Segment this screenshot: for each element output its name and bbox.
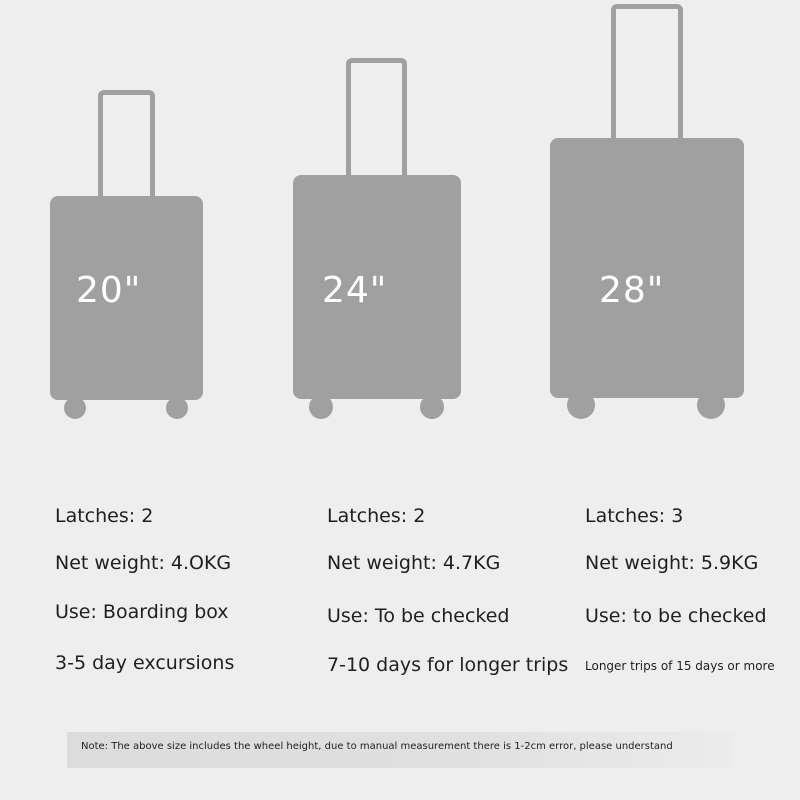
suitcase-wheel — [697, 391, 725, 419]
use-20: Use: Boarding box — [55, 601, 229, 623]
measurement-note-bar — [67, 732, 734, 768]
latches-28: Latches: 3 — [585, 505, 684, 527]
use-24: Use: To be checked — [327, 605, 510, 627]
size-label-24: 24" — [322, 270, 388, 311]
suitcase-handle — [346, 58, 407, 178]
suitcase-wheel — [309, 395, 333, 419]
size-label-28: 28" — [599, 270, 665, 311]
latches-20: Latches: 2 — [55, 505, 154, 527]
net-weight-24: Net weight: 4.7KG — [327, 552, 501, 574]
suitcase-body — [550, 138, 744, 398]
suitcase-wheel — [420, 395, 444, 419]
use-28: Use: to be checked — [585, 605, 767, 627]
latches-24: Latches: 2 — [327, 505, 426, 527]
suitcase-handle — [611, 4, 683, 142]
net-weight-20: Net weight: 4.OKG — [55, 552, 232, 574]
suitcase-wheel — [567, 391, 595, 419]
suitcase-wheel — [64, 397, 86, 419]
suitcase-handle — [98, 90, 155, 198]
trip-20: 3-5 day excursions — [55, 652, 235, 674]
suitcase-wheel — [166, 397, 188, 419]
net-weight-28: Net weight: 5.9KG — [585, 552, 759, 574]
size-label-20: 20" — [76, 270, 142, 311]
trip-24: 7-10 days for longer trips — [327, 654, 569, 676]
measurement-note-text: Note: The above size includes the wheel height, due to manual measurement there is 1-2cm error, please understand — [81, 741, 673, 752]
trip-28: Longer trips of 15 days or more — [585, 659, 775, 673]
